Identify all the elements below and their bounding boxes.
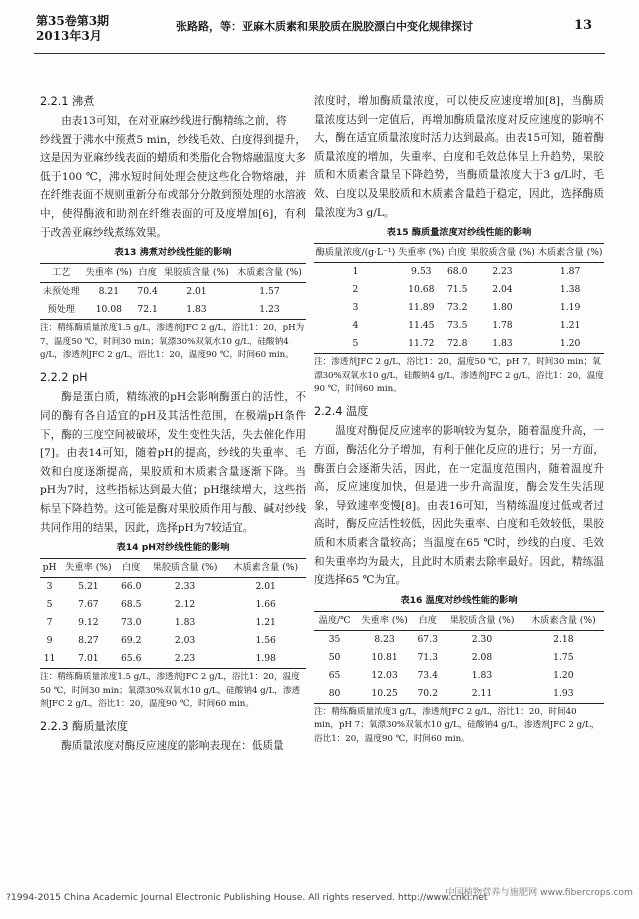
table-cell: 70.2: [414, 685, 441, 704]
table-cell: 2.01: [186, 286, 207, 298]
table-cell: 11.72: [397, 335, 446, 354]
paragraph-boiling: 纱线置于沸水中预煮5 min，纱线毛效、白度得到提升，这是因为亚麻纱线表面的蜡质和类脂化合物熔融温度大多低于100 ℃，沸水短时间处理会使这些化合物熔融，并在纤维表面不规则重新分布或部分分散到预处理的水溶液中，使得酶液和助剂在纤维表面的可及度增加[6]，有利于改善亚麻纱线煮练效果。: [40, 133, 306, 239]
table-cell: 2.23: [492, 266, 513, 278]
table-cell: 10.81: [371, 651, 398, 663]
table-note-14: 注：精练酶质量浓度1.5 g/L，渗透剂JFC 2 g/L，浴比1：20，温度50 ℃，时间30 min；氧漂30%双氧水10 g/L，硅酸钠4 g/L，渗透剂JFC 2 g/L，浴比1：20，温度90 ℃，时间60 min。: [40, 672, 301, 709]
table-cell: 1.93: [523, 685, 604, 704]
table-cell: 1.38: [559, 284, 581, 296]
journal-volume: [36, 14, 109, 44]
table-cell: 1.80: [492, 302, 513, 314]
table-row: [314, 281, 604, 299]
table-cell: 80: [314, 685, 355, 704]
table-header-cell: 失重率 (%): [59, 559, 117, 578]
table-cell: 1.83: [469, 335, 537, 354]
table-cell: 7: [46, 617, 53, 629]
table-header-cell: 白度: [446, 244, 469, 263]
table-header-cell: 木质素含量 (%): [225, 559, 306, 578]
table-row: [314, 299, 604, 317]
table-cell: 1.23: [233, 301, 306, 320]
table-row: [40, 301, 306, 320]
table-cell: 1.56: [255, 635, 276, 647]
table-header-cell: 果胶质含量 (%): [469, 244, 537, 263]
table-cell: 1.21: [559, 320, 581, 332]
left-column: [40, 92, 306, 756]
table-cell: 35: [328, 633, 341, 645]
table-header-cell: 酶质量浓度/(g·L⁻¹): [314, 244, 397, 263]
paragraph-enzyme-start: 酶质量浓度对酶反应速度的影响表现在：低质量: [61, 740, 284, 753]
section-heading-ph: 2.2.2 pH: [40, 371, 88, 385]
table-cell: 4: [352, 320, 359, 332]
table-cell: 8.21: [98, 286, 120, 298]
table-cell: 11.45: [408, 320, 435, 332]
page-number: 13: [574, 18, 593, 33]
table-cell: 2.08: [471, 651, 493, 663]
table-cell: 9.53: [411, 266, 432, 278]
table-cell: 3: [352, 302, 359, 314]
table-row: [40, 596, 306, 614]
table-row: [314, 685, 604, 704]
table-header-cell: pH: [40, 559, 59, 578]
table-cell: 5: [46, 599, 53, 611]
table-header-cell: 工艺: [40, 264, 82, 283]
table-cell: 2.01: [255, 581, 276, 593]
table-cell: 未预处理: [42, 286, 80, 298]
table-cell: 72.8: [446, 335, 469, 354]
table-cell: 1: [352, 266, 359, 278]
paragraph-temperature: 温度对酶促反应速率的影响较为复杂，随着温度升高，一方面，酶活化分子增加，有利于催化反应的进行；另一方面，酶蛋白会逐渐失活，因此，在一定温度范围内，随着温度升高，反应速度加快，但是进一步升高温度，酶会发生失活现象，导致速率变慢[8]。由表16可知，当精练温度过低或者过高时，酶反应活性较低，因此失重率、白度和毛效较低，果胶质和木质素含量较高；当温度在65 ℃时，纱线的白度、毛效和失重率均为最大，且此时木质素去除率最好。因此，精练温度选择65 ℃为宜。: [314, 425, 604, 587]
watermark: 中国植物营养与施肥网 www.fibercrops.com: [445, 887, 633, 898]
table-cell: 73.4: [417, 669, 438, 681]
table-cell: 67.3: [417, 633, 438, 645]
table-cell: 10.25: [355, 685, 414, 704]
table-cell: 10.08: [82, 301, 135, 320]
table-cell: 1.83: [174, 617, 196, 629]
table-cell: 9.12: [78, 617, 99, 629]
table-cell: 65.6: [118, 650, 145, 669]
header-rule: [34, 53, 605, 54]
table-cell: 3: [46, 581, 53, 593]
table-cell: 1.98: [225, 650, 306, 669]
table-header-cell: 果胶质含量 (%): [160, 264, 233, 283]
table-note-15: 注：渗透剂JFC 2 g/L，浴比1：20，温度50 ℃，pH 7，时间30 min；氧漂30%双氧水10 g/L，硅酸钠4 g/L，渗透剂JFC 2 g/L，浴比1：20，温度90 ℃，时间60 min。: [314, 357, 604, 394]
page-header: [0, 6, 639, 66]
table-header-cell: 白度: [135, 264, 160, 283]
table-header-cell: 木质素含量 (%): [523, 611, 604, 630]
table-row: [40, 650, 306, 669]
table-cell: 10.68: [408, 284, 435, 296]
table-cell: 2.23: [145, 650, 226, 669]
table-16: [314, 611, 604, 704]
table-note-13: 注：精练酶质量浓度1.5 g/L，渗透剂JFC 2 g/L，浴比1：20，pH为7，温度50 ℃，时间30 min；氧漂30%双氧水10 g/L，硅酸钠4 g/L，渗透剂JFC 2 g/L，浴比1：20，温度90 ℃，时间60 min。: [40, 323, 305, 360]
table-note-16: 注：精练酶质量浓度3 g/L，渗透剂JFC 2 g/L，浴比1：20，时间40 min，pH 7；氧漂30%双氧水10 g/L，硅酸钠4 g/L，渗透剂JFC 2 g/L，浴比1：20，温度90 ℃，时间60 min。: [314, 706, 600, 744]
table-cell: 1.21: [255, 617, 276, 629]
table-13: [40, 263, 306, 320]
table-cell: 1.20: [536, 335, 604, 354]
table-cell: 1.83: [160, 301, 233, 320]
table-row: [314, 630, 604, 649]
table-cell: 7.01: [59, 650, 117, 669]
table-cell: 2: [352, 284, 359, 296]
table-header-cell: 失重率 (%): [82, 264, 135, 283]
table-cell: 2.30: [471, 633, 493, 645]
table-cell: 2.11: [441, 685, 522, 704]
table-caption-14: 表14 pH对纱线性能的影响: [116, 542, 230, 554]
table-cell: 1.20: [553, 669, 574, 681]
table-row: [314, 649, 604, 667]
section-heading-boiling: 2.2.1 沸煮: [40, 95, 95, 108]
table-row: [40, 578, 306, 597]
running-title: 张路路，等：亚麻木质素和果胶质在脱胶漂白中变化规律探讨: [176, 20, 473, 33]
table-cell: 预处理: [40, 301, 82, 320]
table-row: [40, 632, 306, 650]
table-row: [40, 283, 306, 302]
table-cell: 9: [46, 635, 53, 647]
table-cell: 12.03: [371, 669, 398, 681]
volume-issue: 第35卷第3期: [36, 14, 110, 28]
table-cell: 2.33: [174, 581, 196, 593]
right-column: [314, 92, 604, 752]
table-cell: 73.2: [446, 302, 468, 314]
table-cell: 71.5: [446, 284, 468, 296]
table-cell: 8.27: [78, 635, 99, 647]
table-header-cell: 失重率 (%): [355, 611, 414, 630]
table-header-cell: 失重率 (%): [397, 244, 446, 263]
section-heading-enzyme-concentration: 2.2.3 酶质量浓度: [40, 720, 128, 734]
table-cell: 7.67: [78, 599, 99, 611]
table-header-cell: 木质素含量 (%): [536, 244, 604, 263]
table-cell: 73.5: [446, 320, 468, 332]
table-15: [314, 243, 604, 354]
table-cell: 1.87: [559, 266, 581, 278]
table-cell: 5: [314, 335, 397, 354]
section-heading-temperature: 2.2.4 温度: [314, 405, 369, 419]
table-cell: 68.5: [120, 599, 142, 611]
table-cell: 72.1: [135, 301, 160, 320]
table-row: [314, 667, 604, 685]
issue-date: 2013年3月: [36, 29, 102, 43]
copyright-line: ?1994-2015 China Academic Journal Electronic Publishing House. All rights reserved. http://www.cnki.net: [6, 892, 488, 903]
table-header-cell: 木质素含量 (%): [233, 264, 306, 283]
table-cell: 68.0: [446, 266, 468, 278]
table-header-cell: 果胶质含量 (%): [145, 559, 226, 578]
table-header-cell: 果胶质含量 (%): [441, 611, 522, 630]
table-cell: 2.03: [174, 635, 196, 647]
table-caption-15: 表15 酶质量浓度对纱线性能的影响: [386, 227, 532, 239]
table-cell: 65: [328, 669, 341, 681]
table-cell: 1.66: [255, 599, 276, 611]
table-cell: 69.2: [120, 635, 142, 647]
table-cell: 50: [328, 651, 341, 663]
table-cell: 1.83: [471, 669, 493, 681]
table-row: [314, 317, 604, 335]
table-cell: 71.3: [417, 651, 438, 663]
table-row: [40, 614, 306, 632]
table-cell: 2.18: [553, 633, 574, 645]
table-row: [314, 335, 604, 354]
table-cell: 73.0: [120, 617, 142, 629]
table-cell: 1.75: [553, 651, 574, 663]
table-cell: 2.12: [174, 599, 196, 611]
table-caption-16: 表16 温度对纱线性能的影响: [400, 594, 518, 606]
table-header-cell: 白度: [414, 611, 441, 630]
table-cell: 70.4: [137, 286, 158, 298]
table-cell: 1.57: [259, 286, 280, 298]
table-header-cell: 温度/℃: [314, 611, 355, 630]
table-cell: 66.0: [120, 581, 142, 593]
table-header-cell: 白度: [118, 559, 145, 578]
table-cell: 8.23: [374, 633, 395, 645]
table-cell: 11.89: [408, 302, 435, 314]
table-caption-13: 表13 沸煮对纱线性能的影响: [114, 247, 232, 259]
table-cell: 1.78: [492, 320, 513, 332]
paragraph-ph: 酶是蛋白质，精练液的pH会影响酶蛋白的活性，不同的酶有各自适宜的pH及其活性范围，在极端pH条件下，酶的三度空间被破坏，发生变性失活，失去催化作用[7]。由表14可知，随着pH的提高，纱线的失重率、毛效和白度逐渐提高，果胶质和木质素含量逐渐下降。当pH为7时，这些指标达到最大值；pH继续增大，这些指标呈下降趋势。这可能是酶对果胶质作用与酸、碱对纱线共同作用的结果，因此，选择pH为7较适宜。: [40, 391, 306, 534]
paragraph-enzyme-cont: 浓度时，增加酶质量浓度，可以使反应速度增加[8]，当酶质量浓度达到一定值后，再增加酶质量浓度对反应速度的影响不大，酶在适宜质量浓度时活力达到最高。由表15可知，随着酶质量浓度的增加，失重率、白度和毛效总体呈上升趋势，果胶质和木质素含量呈下降趋势，当酶质量浓度大于3 g/L时，毛效、白度以及果胶质和木质素含量趋于稳定，因此，选择酶质量浓度为3 g/L。: [314, 95, 604, 219]
table-14: [40, 558, 306, 669]
table-cell: 5.21: [78, 581, 99, 593]
table-cell: 1.19: [559, 302, 581, 314]
table-cell: 2.04: [492, 284, 513, 296]
table-row: [314, 263, 604, 282]
paragraph-boiling-intro: 由表13可知，在对亚麻纱线进行酶精练之前，将: [61, 115, 287, 127]
table-cell: 11: [40, 650, 59, 669]
